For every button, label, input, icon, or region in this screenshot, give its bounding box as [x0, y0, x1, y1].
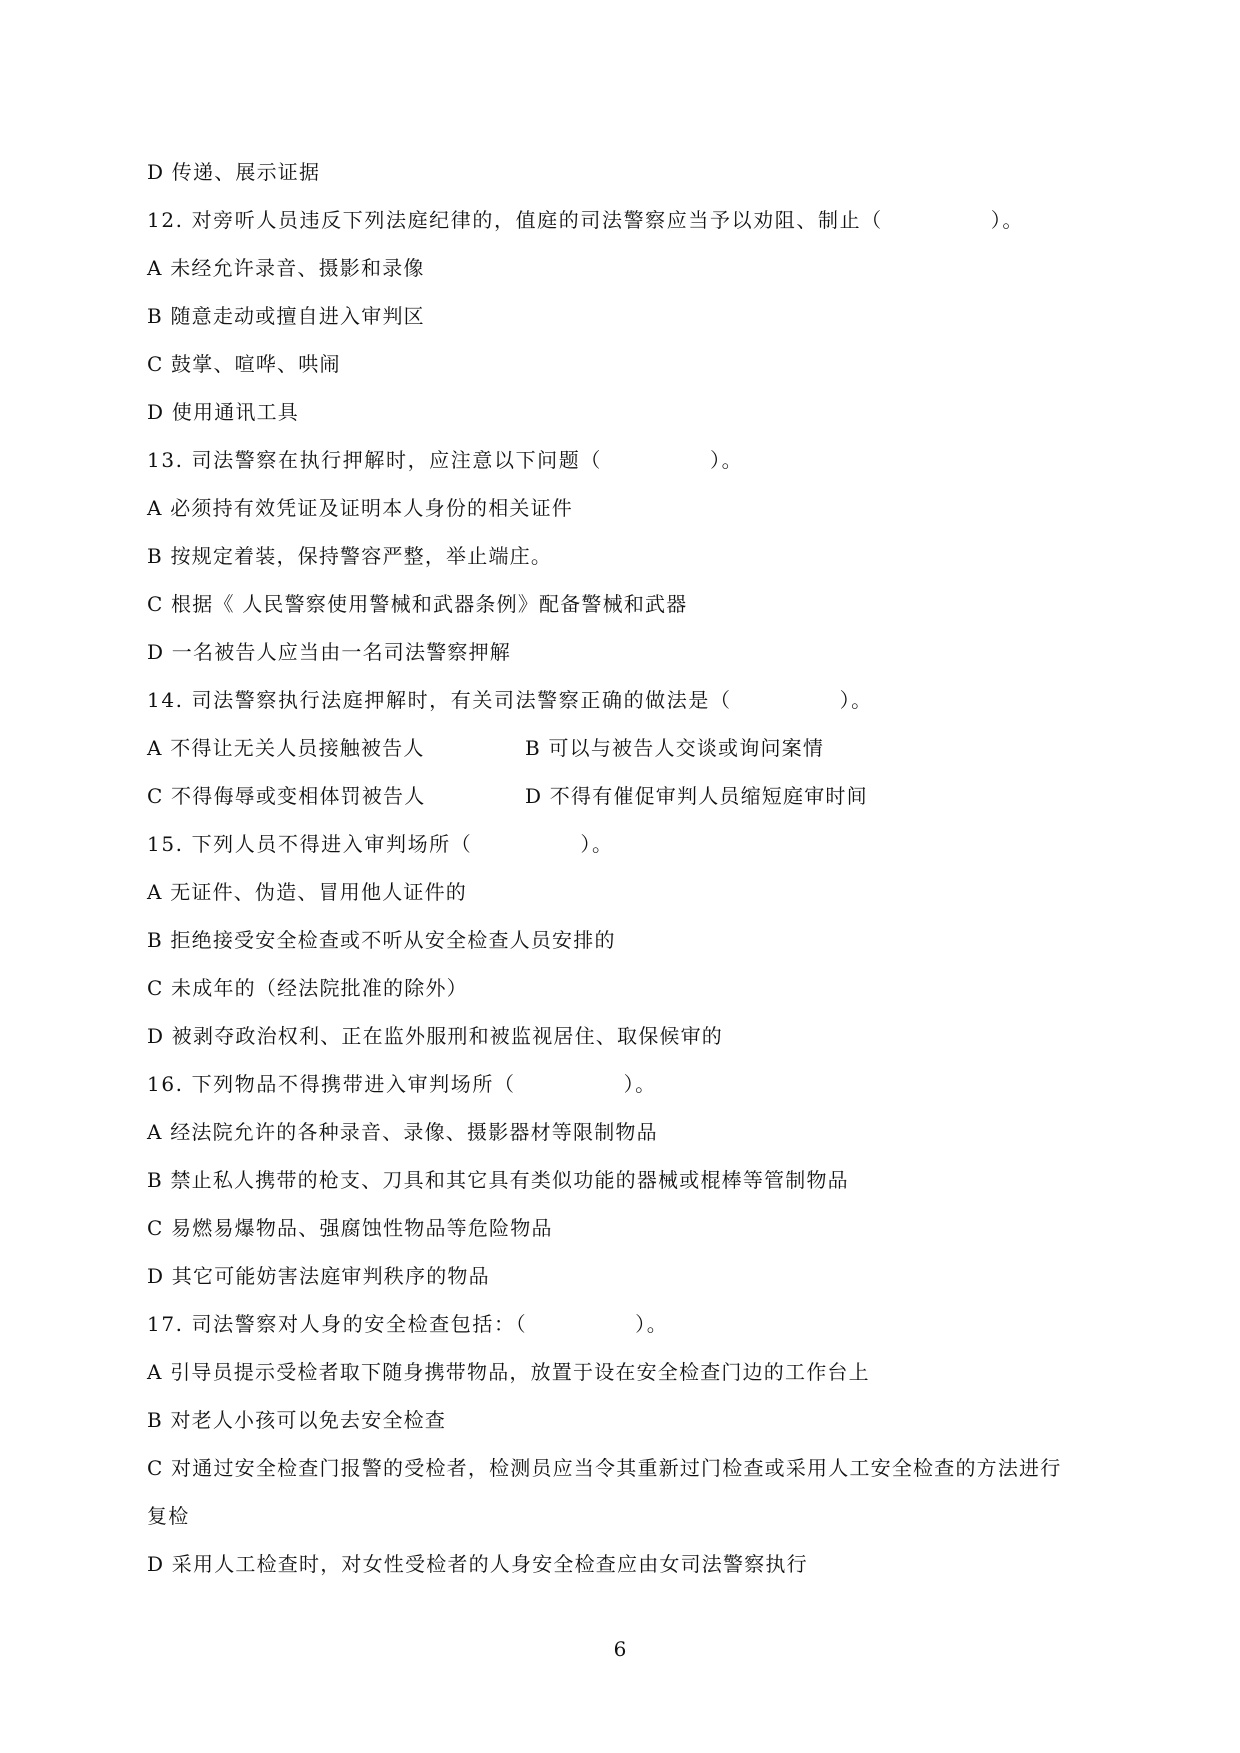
q15-option-a: A 无证件、伪造、冒用他人证件的	[147, 880, 468, 904]
q17-option-b: B 对老人小孩可以免去安全检查	[147, 1408, 447, 1432]
q14-option-b: B 可以与被告人交谈或询问案情	[525, 736, 825, 760]
q12-option-d: D 使用通讯工具	[147, 400, 299, 424]
question-12: 12. 对旁听人员违反下列法庭纪律的，值庭的司法警察应当予以劝阻、制止（ ）。	[147, 208, 1024, 232]
q16-option-b: B 禁止私人携带的枪支、刀具和其它具有类似功能的器械或棍棒等管制物品	[147, 1168, 849, 1192]
q14-option-c: C 不得侮辱或变相体罚被告人	[147, 784, 426, 808]
q12-option-b: B 随意走动或擅自进入审判区	[147, 304, 425, 328]
question-15: 15. 下列人员不得进入审判场所（ ）。	[147, 832, 614, 856]
q17-option-a: A 引导员提示受检者取下随身携带物品，放置于设在安全检查门边的工作台上	[147, 1360, 870, 1384]
q17-option-d: D 采用人工检查时，对女性受检者的人身安全检查应由女司法警察执行	[147, 1552, 808, 1576]
q15-option-c: C 未成年的（经法院批准的除外）	[147, 976, 468, 1000]
q16-option-c: C 易燃易爆物品、强腐蚀性物品等危险物品	[147, 1216, 553, 1240]
q17-option-c-continued: 复检	[147, 1504, 190, 1528]
question-14: 14. 司法警察执行法庭押解时，有关司法警察正确的做法是（ ）。	[147, 688, 873, 712]
q13-option-a: A 必须持有效凭证及证明本人身份的相关证件	[147, 496, 574, 520]
q12-option-c: C 鼓掌、喧哗、哄闹	[147, 352, 341, 376]
question-13: 13. 司法警察在执行押解时，应注意以下问题（ ）。	[147, 448, 744, 472]
page-number: 6	[613, 1637, 627, 1661]
q16-option-d: D 其它可能妨害法庭审判秩序的物品	[147, 1264, 490, 1288]
q15-option-d: D 被剥夺政治权利、正在监外服刑和被监视居住、取保候审的	[147, 1024, 723, 1048]
q11-option-d: D 传递、展示证据	[147, 160, 321, 184]
question-17: 17. 司法警察对人身的安全检查包括：（ ）。	[147, 1312, 669, 1336]
q14-option-a: A 不得让无关人员接触被告人	[147, 736, 425, 760]
q12-option-a: A 未经允许录音、摄影和录像	[147, 256, 425, 280]
q17-option-c: C 对通过安全检查门报警的受检者，检测员应当令其重新过门检查或采用人工安全检查的方法进行	[147, 1456, 1062, 1480]
q16-option-a: A 经法院允许的各种录音、录像、摄影器材等限制物品	[147, 1120, 658, 1144]
question-16: 16. 下列物品不得携带进入审判场所（ ）。	[147, 1072, 657, 1096]
q15-option-b: B 拒绝接受安全检查或不听从安全检查人员安排的	[147, 928, 616, 952]
q13-option-c: C 根据《 人民警察使用警械和武器条例》配备警械和武器	[147, 592, 688, 616]
q13-option-b: B 按规定着装，保持警容严整，举止端庄。	[147, 544, 553, 568]
q13-option-d: D 一名被告人应当由一名司法警察押解	[147, 640, 511, 664]
q14-option-d: D 不得有催促审判人员缩短庭审时间	[525, 784, 868, 808]
